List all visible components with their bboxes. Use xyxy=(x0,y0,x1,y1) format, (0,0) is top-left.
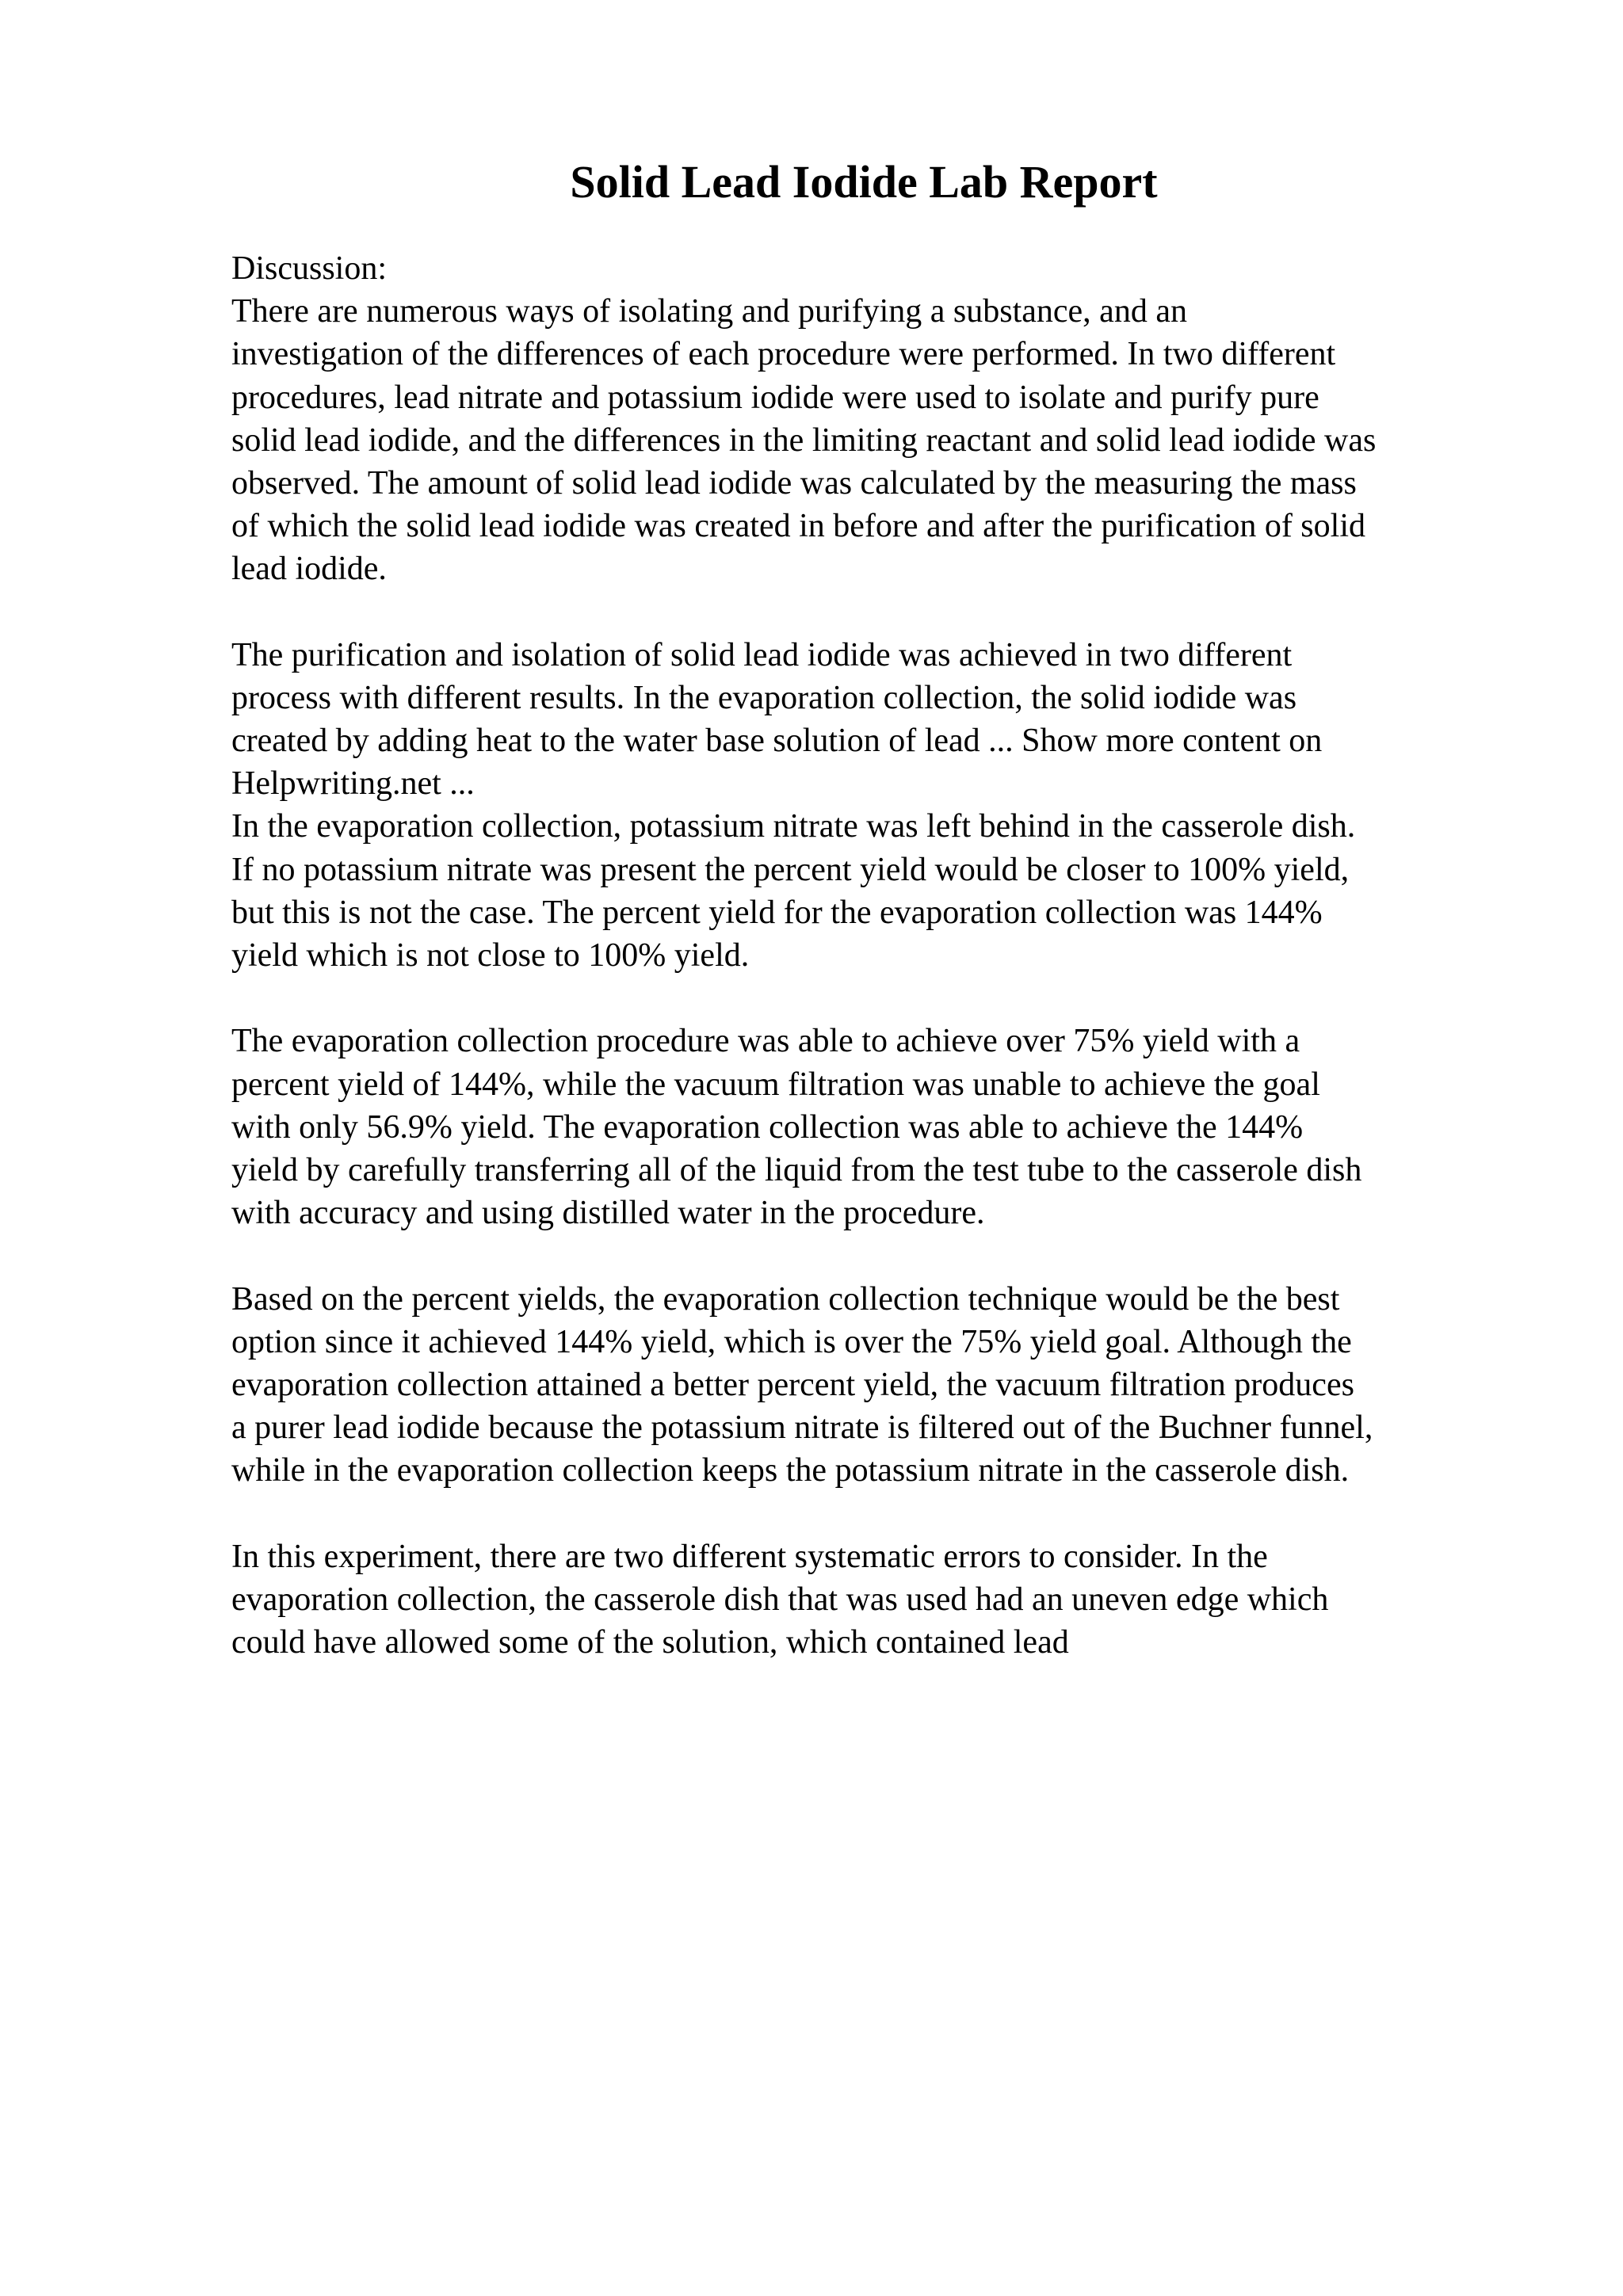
text-line: observed. The amount of solid lead iodide was calculated by the measuring the mass xyxy=(231,464,1357,502)
text-line: evaporation collection attained a better percent yield, the vacuum filtration produces xyxy=(231,1366,1354,1403)
text-line: investigation of the differences of each procedure were performed. In two different xyxy=(231,336,1336,373)
text-line: percent yield of 144%, while the vacuum filtration was unable to achieve the goal xyxy=(231,1066,1320,1103)
text-line: a purer lead iodide because the potassium nitrate is filtered out of the Buchner funnel, xyxy=(231,1409,1373,1447)
text-line: with accuracy and using distilled water in the procedure. xyxy=(231,1195,985,1232)
paragraph-1 xyxy=(231,290,1531,590)
paragraph-5 xyxy=(231,1535,1531,1665)
text-line: yield by carefully transferring all of the liquid from the test tube to the casserole dish xyxy=(231,1151,1362,1188)
text-line: The purification and isolation of solid lead iodide was achieved in two different xyxy=(231,636,1293,673)
text-line: lead iodide. xyxy=(231,551,387,588)
paragraph-2 xyxy=(231,634,1531,978)
paragraph-gap xyxy=(231,977,1531,1020)
text-line: In the evaporation collection, potassium nitrate was left behind in the casserole dish. xyxy=(231,808,1356,845)
paragraph-4 xyxy=(231,1278,1531,1493)
text-line: but this is not the case. The percent yield for the evaporation collection was 144% xyxy=(231,894,1323,931)
text-line: with only 56.9% yield. The evaporation collection was able to achieve the 144% xyxy=(231,1108,1304,1146)
text-line: The evaporation collection procedure was able to achieve over 75% yield with a xyxy=(231,1023,1300,1060)
text-line: could have allowed some of the solution, which contained lead xyxy=(231,1624,1069,1661)
text-line: evaporation collection, the casserole dish that was used had an uneven edge which xyxy=(231,1581,1329,1618)
text-line: procedures, lead nitrate and potassium iodide were used to isolate and purify pure xyxy=(231,379,1319,416)
text-line: process with different results. In the evaporation collection, the solid iodide was xyxy=(231,679,1297,716)
text-line: Based on the percent yields, the evaporation collection technique would be the best xyxy=(231,1280,1340,1318)
text-line: solid lead iodide, and the differences in the limiting reactant and solid lead iodide was xyxy=(231,421,1377,459)
text-line: while in the evaporation collection keeps the potassium nitrate in the casserole dish. xyxy=(231,1452,1350,1489)
document-title: Solid Lead Iodide Lab Report xyxy=(570,156,1158,208)
document-body xyxy=(231,247,1531,1664)
paragraph-3 xyxy=(231,1020,1531,1234)
text-line: of which the solid lead iodide was created in before and after the purification of solid xyxy=(231,508,1365,545)
text-line: yield which is not close to 100% yield. xyxy=(231,937,750,974)
text-line: created by adding heat to the water base solution of lead ... Show more content on xyxy=(231,723,1323,760)
paragraph-gap xyxy=(231,1492,1531,1535)
text-line: In this experiment, there are two different systematic errors to consider. In the xyxy=(231,1538,1268,1575)
text-line: option since it achieved 144% yield, which is over the 75% yield goal. Although the xyxy=(231,1323,1352,1360)
paragraph-gap xyxy=(231,1234,1531,1277)
paragraph-gap xyxy=(231,591,1531,634)
discussion-heading: Discussion: xyxy=(231,250,388,287)
text-line: There are numerous ways of isolating and purifying a substance, and an xyxy=(231,293,1187,330)
text-line: Helpwriting.net ... xyxy=(231,765,475,803)
text-line: If no potassium nitrate was present the percent yield would be closer to 100% yield, xyxy=(231,851,1350,888)
